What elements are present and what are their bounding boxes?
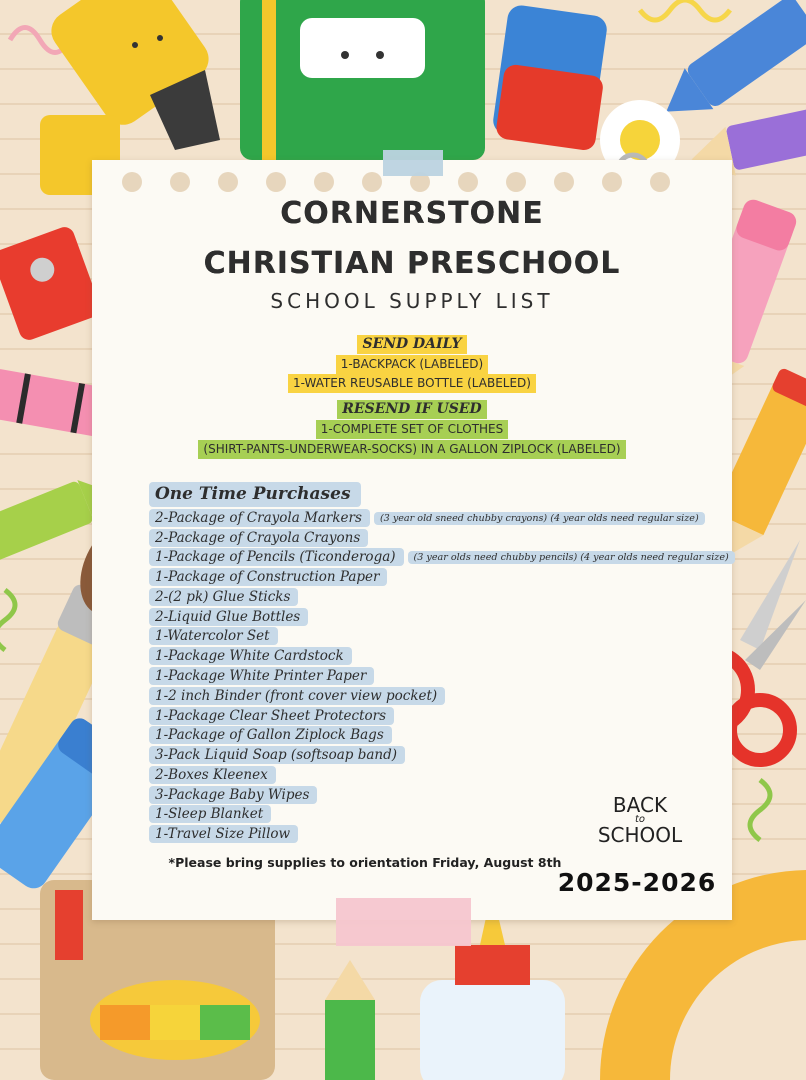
list-item: 1-Package of Pencils (Ticonderoga) (3 year olds need chubby pencils) (4 year olds need regular size) — [149, 547, 735, 567]
resend-item: (SHIRT-PANTS-UNDERWEAR-SOCKS) IN A GALLON ZIPLOCK (LABELED) — [92, 438, 732, 459]
one-time-heading: One Time Purchases — [149, 482, 361, 507]
send-daily-item: 1-WATER REUSABLE BOTTLE (LABELED) — [92, 372, 732, 393]
school-year: 2025-2026 — [557, 868, 717, 897]
list-item: 1-Package White Printer Paper — [149, 666, 374, 686]
green-squiggle-left-icon — [0, 590, 15, 650]
school-name-line2: CHRISTIAN PRESCHOOL — [203, 246, 621, 281]
green-squiggle-icon — [750, 780, 770, 840]
list-item: 2-Package of Crayola Markers (3 year old sneed chubby crayons) (4 year olds need regular size) — [149, 508, 705, 528]
list-item: 1-Package of Gallon Ziplock Bags — [149, 725, 392, 745]
list-item: 2-(2 pk) Glue Sticks — [149, 587, 298, 607]
yellow-squiggle-icon — [640, 0, 730, 20]
apple-to-text: to — [634, 814, 646, 825]
pencil-sharpener-icon — [0, 224, 103, 342]
list-item: 2-Package of Crayola Crayons — [149, 528, 368, 548]
list-item: 1-Watercolor Set — [149, 626, 278, 646]
list-item: 3-Package Baby Wipes — [149, 785, 317, 805]
notebook-icon — [240, 0, 485, 160]
resend-heading: RESEND IF USED — [92, 398, 732, 419]
list-item: 1-Sleep Blanket — [149, 804, 271, 824]
list-subtitle: SCHOOL SUPPLY LIST — [270, 289, 554, 313]
top-tape — [383, 150, 443, 176]
orientation-note: *Please bring supplies to orientation Friday, August 8th — [168, 855, 562, 870]
back-to-school-badge — [590, 795, 690, 845]
list-item: 1-Travel Size Pillow — [149, 824, 298, 844]
send-daily-item: 1-BACKPACK (LABELED) — [92, 353, 732, 374]
resend-item: 1-COMPLETE SET OF CLOTHES — [92, 418, 732, 439]
green-pencil-icon — [325, 960, 375, 1080]
bottom-tape — [336, 898, 471, 946]
list-item: 1-2 inch Binder (front cover view pocket) — [149, 686, 445, 706]
list-item: 2-Liquid Glue Bottles — [149, 607, 308, 627]
blue-crayon-icon — [652, 0, 806, 132]
list-item: 3-Pack Liquid Soap (softsoap band) — [149, 745, 405, 765]
send-daily-heading: SEND DAILY — [92, 333, 732, 354]
apple-school-text: SCHOOL — [597, 823, 683, 847]
eraser-icon — [491, 4, 608, 152]
list-item: 2-Boxes Kleenex — [149, 765, 276, 785]
list-item: 1-Package White Cardstock — [149, 646, 352, 666]
apple-back-text: BACK — [612, 793, 668, 817]
list-item: 1-Package of Construction Paper — [149, 567, 387, 587]
school-name-line1: CORNERSTONE — [280, 196, 544, 231]
list-item: 1-Package Clear Sheet Protectors — [149, 706, 394, 726]
